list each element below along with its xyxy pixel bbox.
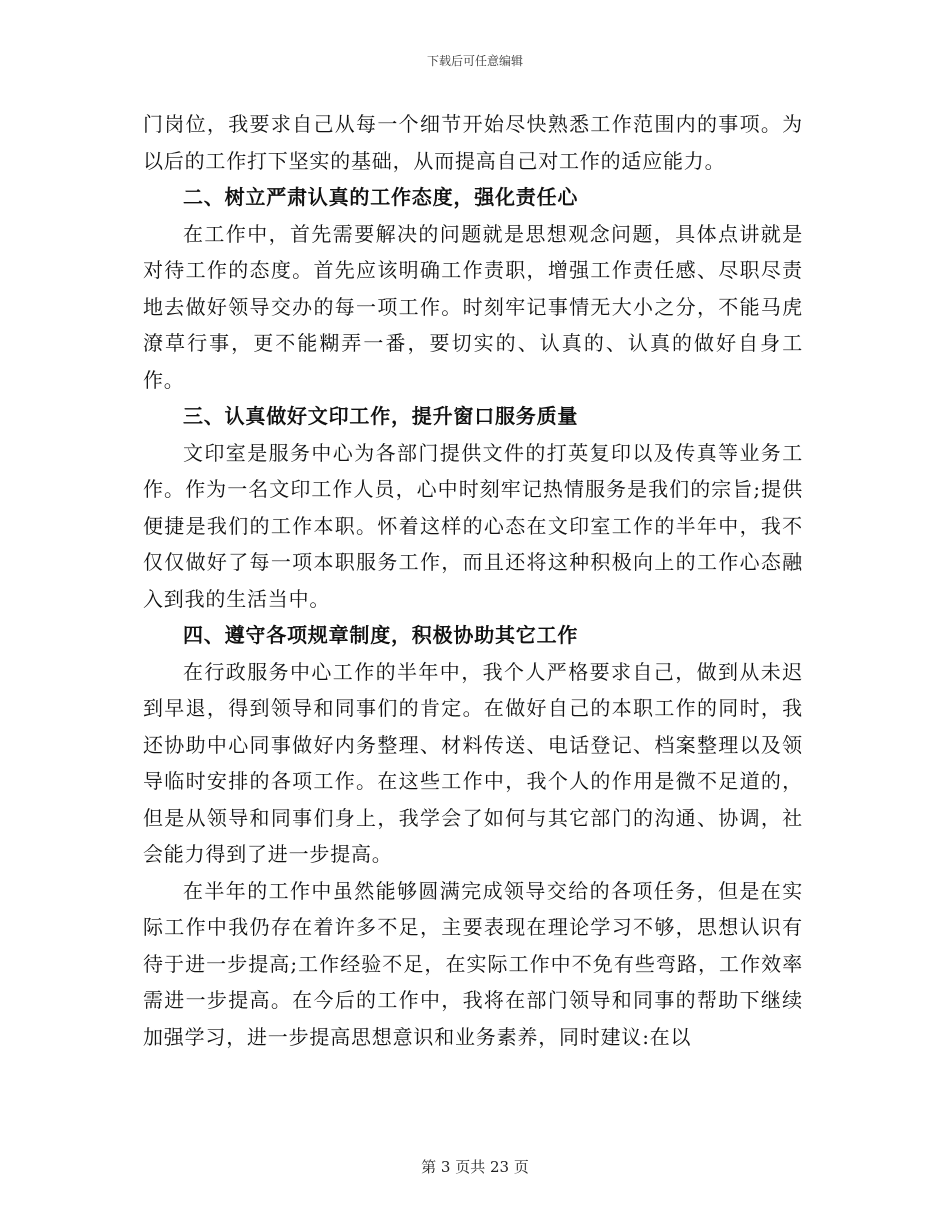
paragraph: 文印室是服务中心为各部门提供文件的打英复印以及传真等业务工作。作为一名文印工作人员，心中时刻牢记热情服务是我们的宗旨;提供便捷是我们的工作本职。怀着这样的心态在文印室工作的半年中，我不仅仅做好了每一项本职服务工作，而且还将这种积极向上的工作心态融入到我的生活当中。 bbox=[143, 440, 803, 611]
section-heading-2: 二、树立严肃认真的工作态度，强化责任心 bbox=[183, 185, 579, 209]
section-heading-3: 三、认真做好文印工作，提升窗口服务质量 bbox=[183, 404, 579, 428]
section-heading-4: 四、遵守各项规章制度，积极协助其它工作 bbox=[183, 623, 579, 647]
paragraph: 在工作中，首先需要解决的问题就是思想观念问题，具体点讲就是对待工作的态度。首先应该明确工作责职，增强工作责任感、尽职尽责地去做好领导交办的每一项工作。时刻牢记事情无大小之分，不能马虎潦草行事，更不能糊弄一番，要切实的、认真的、认真的做好自身工作。 bbox=[143, 221, 803, 392]
paragraph: 在行政服务中心工作的半年中，我个人严格要求自己，做到从未迟到早退，得到领导和同事们的肯定。在做好自己的本职工作的同时，我还协助中心同事做好内务整理、材料传送、电话登记、档案整理以及领导临时安排的各项工作。在这些工作中，我个人的作用是微不足道的，但是从领导和同事们身上，我学会了如何与其它部门的沟通、协调，社会能力得到了进一步提高。 bbox=[143, 659, 803, 866]
paragraph: 在半年的工作中虽然能够圆满完成领导交给的各项任务，但是在实际工作中我仍存在着许多不足，主要表现在理论学习不够，思想认识有待于进一步提高;工作经验不足，在实际工作中不免有些弯路，工作效率需进一步提高。在今后的工作中，我将在部门领导和同事的帮助下继续加强学习，进一步提高思想意识和业务素养，同时建议:在以 bbox=[143, 878, 803, 1049]
paragraph-continued: 门岗位，我要求自己从每一个细节开始尽快熟悉工作范围内的事项。为以后的工作打下坚实的基础，从而提高自己对工作的适应能力。 bbox=[143, 112, 803, 173]
document-body bbox=[143, 106, 803, 1055]
page-header: 下载后可任意编辑 bbox=[426, 54, 523, 68]
page-footer: 第 3 页共 23 页 bbox=[421, 1158, 529, 1176]
